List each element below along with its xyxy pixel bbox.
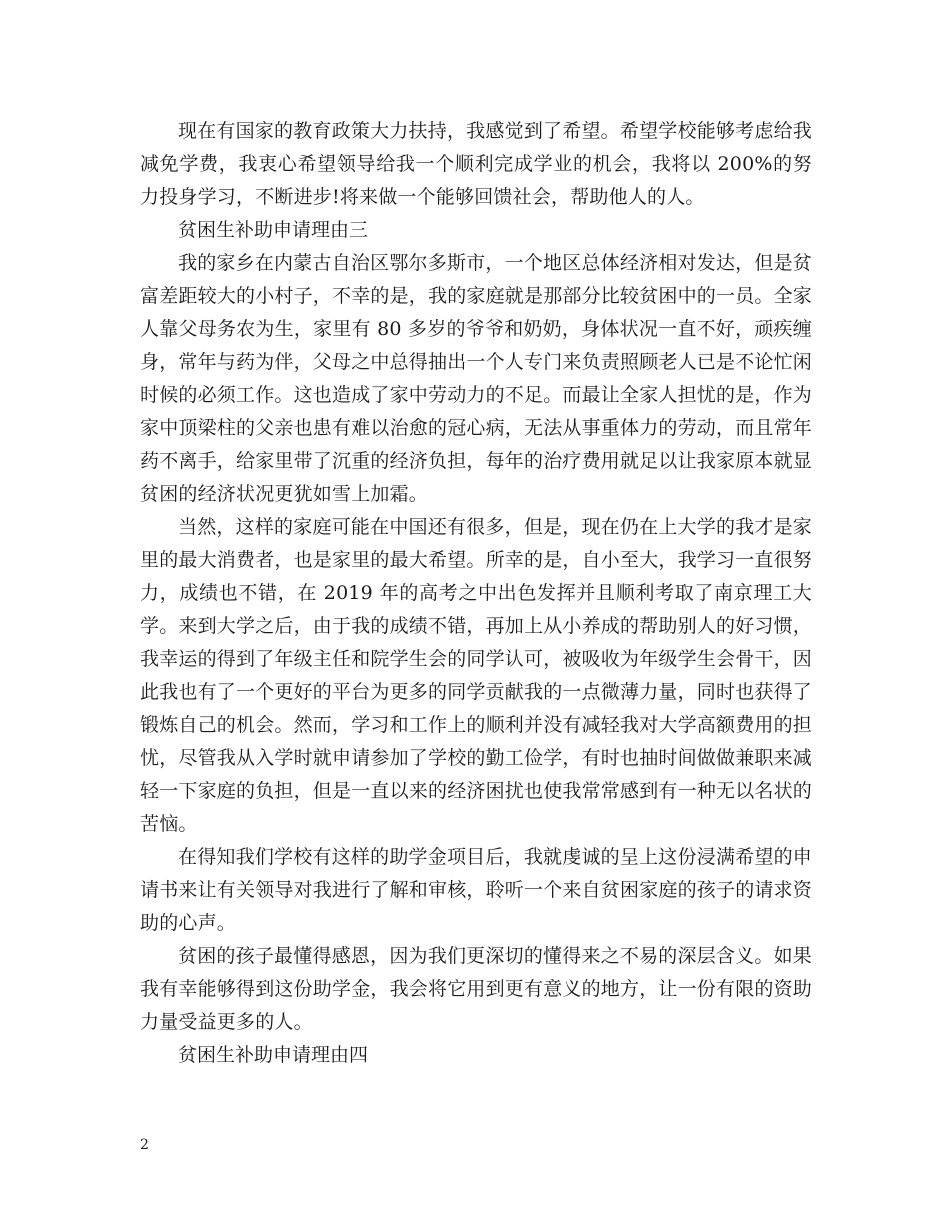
paragraph-university-life: 当然，这样的家庭可能在中国还有很多，但是，现在仍在上大学的我才是家里的最大消费者，也是家里的最大希望。所幸的是，自小至大，我学习一直很努力，成绩也不错，在 2019 年的高考之中出色发挥并且顺利考取了南京理工大学。来到大学之后，由于我的成绩不错，再加上从小养成的帮助别人的好习惯，我幸运的得到了年级主任和院学生会的同学认可，被吸收为年级学生会骨干，因此我也有了一个更好的平台为更多的同学贡献我的一点微薄力量，同时也获得了锻炼自己的机会。然而，学习和工作上的顺利并没有减轻我对大学高额费用的担忧，尽管我从入学时就申请参加了学校的勤工俭学，有时也抽时间做做兼职来减轻一下家庭的负担，但是一直以来的经济困扰也使我常常感到有一种无以名状的苦恼。 (140, 516, 813, 835)
paragraph-family-background: 我的家乡在内蒙古自治区鄂尔多斯市，一个地区总体经济相对发达，但是贫富差距较大的小村子，不幸的是，我的家庭就是那部分比较贫困中的一员。全家人靠父母务农为生，家里有 80 多岁的爷爷和奶奶，身体状况一直不好，顽疾缠身，常年与药为伴，父母之中总得抽出一个人专门来负责照顾老人已是不论忙闲时候的必须工作。这也造成了家中劳动力的不足。而最让全家人担忧的是，作为家中顶梁柱的父亲也患有难以治愈的冠心病，无法从事重体力的劳动，而且常年药不离手，给家里带了沉重的经济负担，每年的治疗费用就足以让我家原本就显贫困的经济状况更犹如雪上加霜。 (140, 252, 813, 505)
paragraph-application-intent: 在得知我们学校有这样的助学金项目后，我就虔诚的呈上这份浸满希望的申请书来让有关领导对我进行了解和审核，聆听一个来自贫困家庭的孩子的请求资助的心声。 (140, 846, 813, 934)
document-page (140, 115, 812, 1072)
section-heading-reason-three: 贫困生补助申请理由三 (178, 219, 369, 241)
section-heading-reason-four: 贫困生补助申请理由四 (178, 1044, 369, 1066)
paragraph-gratitude: 贫困的孩子最懂得感恩，因为我们更深切的懂得来之不易的深层含义。如果我有幸能够得到这份助学金，我会将它用到更有意义的地方，让一份有限的资助力量受益更多的人。 (140, 945, 813, 1033)
paragraph-closing-hope: 现在有国家的教育政策大力扶持，我感觉到了希望。希望学校能够考虑给我减免学费，我衷心希望领导给我一个顺利完成学业的机会，我将以 200%的努力投身学习，不断进步!将来做一个能够回馈社会，帮助他人的人。 (140, 120, 812, 208)
page-number: 2 (140, 1137, 149, 1153)
